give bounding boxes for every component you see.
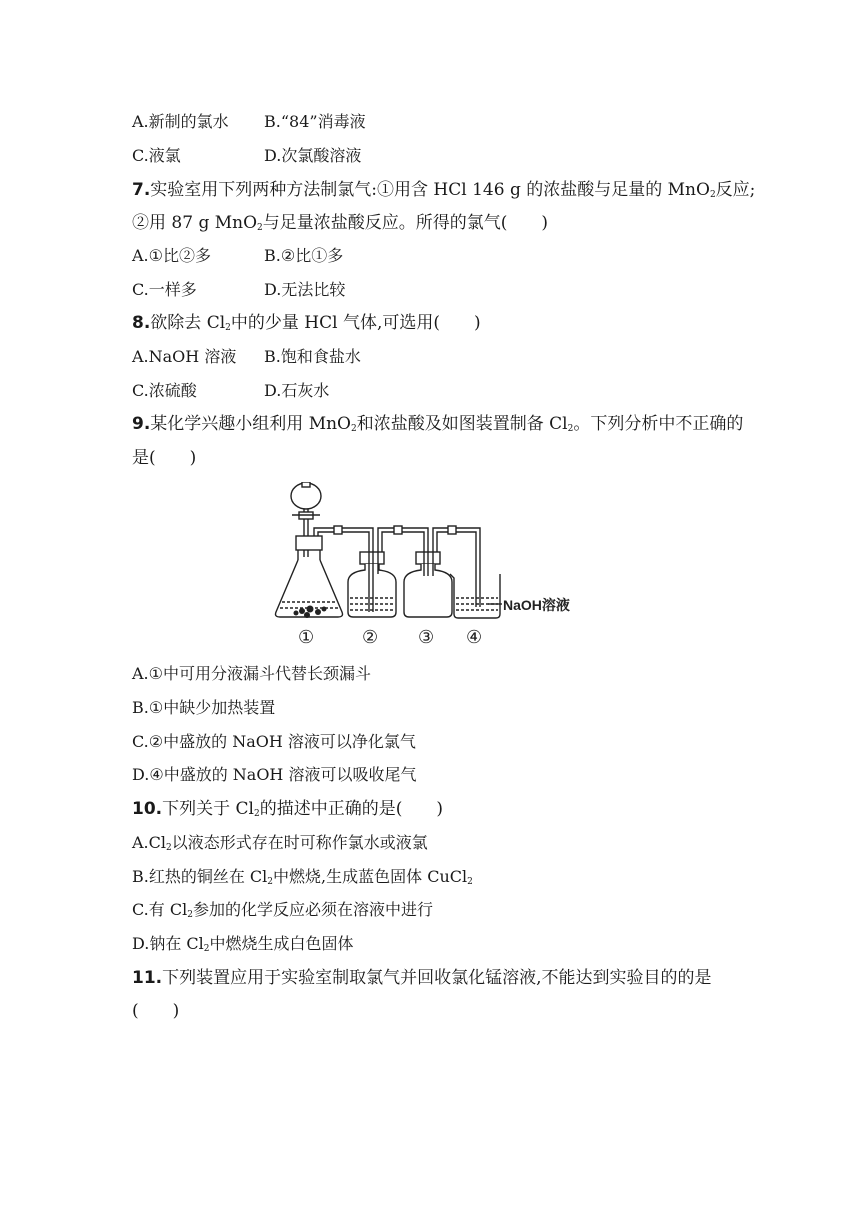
label-1: ① <box>298 627 315 647</box>
q7-option-c: C.一样多 <box>132 280 197 299</box>
q10-option-d: D.钠在 $Cl_2$中燃烧生成白色固体 <box>132 934 354 954</box>
q7-stem-line2: ②用 87 g MnO$_2$与足量浓盐酸反应。所得的氯气( ) <box>132 213 549 233</box>
q10-option-a: $A.Cl_2$以液态形式存在时可称作氯水或液氯 <box>132 833 428 853</box>
q9-option-c: C.②中盛放的 NaOH 溶液可以净化氯气 <box>132 732 416 751</box>
q10-option-c: C.有 $Cl_2$参加的化学反应必须在溶液中进行 <box>132 900 433 920</box>
q6-option-a: A.新制的氯水 <box>132 112 229 131</box>
q8-stem: 8.欲除去 $Cl_2$中的少量 HCl 气体,可选用( ) <box>132 313 481 333</box>
bottle-2 <box>348 552 396 617</box>
q9-option-b: B.①中缺少加热装置 <box>132 698 276 717</box>
label-4: ④ <box>466 627 483 647</box>
naoh-label: NaOH溶液 <box>503 597 570 613</box>
q10-stem: 10.下列关于 $Cl_2$的描述中正确的是( ) <box>132 799 443 819</box>
q7-option-d: D.无法比较 <box>264 280 346 299</box>
flask-1 <box>276 536 343 617</box>
label-2: ② <box>362 627 379 647</box>
q11-stem-line2: ( ) <box>132 1001 180 1021</box>
q8-option-a: A.NaOH 溶液 <box>132 347 237 366</box>
q11-number: 11. <box>132 968 163 988</box>
q8-option-c: C.浓硫酸 <box>132 381 197 400</box>
q10-number: 10. <box>132 799 163 819</box>
q11-stem-line1: 11.下列装置应用于实验室制取氯气并回收氯化锰溶液,不能达到实验目的的是 <box>132 968 712 988</box>
q8-option-b: B.饱和食盐水 <box>264 347 361 366</box>
q7-option-a: A.①比②多 <box>132 246 211 265</box>
q9-option-d: D.④中盛放的 NaOH 溶液可以吸收尾气 <box>132 765 417 784</box>
label-3: ③ <box>418 627 435 647</box>
q8-number: 8. <box>132 313 151 333</box>
q6-option-d: D.次氯酸溶液 <box>264 146 362 165</box>
bottle-3 <box>404 552 452 617</box>
q9-option-a: A.①中可用分液漏斗代替长颈漏斗 <box>132 664 371 683</box>
q7-stem-line1: 7.实验室用下列两种方法制氯气:①用含 HCl 146 g 的浓盐酸与足量的 MnO$_2$反应; <box>132 180 756 200</box>
q8-option-d: D.石灰水 <box>264 381 330 400</box>
q9-stem-line2: 是( ) <box>132 448 197 468</box>
q10-option-b: B.红热的铜丝在 $Cl_2$中燃烧,生成蓝色固体 CuCl$_2$ <box>132 867 473 887</box>
q9-number: 9. <box>132 414 151 434</box>
chlorine-apparatus-figure <box>268 482 598 652</box>
q7-number: 7. <box>132 180 151 200</box>
q7-option-b: B.②比①多 <box>264 246 344 265</box>
q6-option-b: B.“84”消毒液 <box>264 112 366 131</box>
q6-option-c: C.液氯 <box>132 146 181 165</box>
q9-stem-line1: 9.某化学兴趣小组利用 MnO$_2$和浓盐酸及如图装置制备 $Cl_2$。下列分析中不正确的 <box>132 414 744 434</box>
